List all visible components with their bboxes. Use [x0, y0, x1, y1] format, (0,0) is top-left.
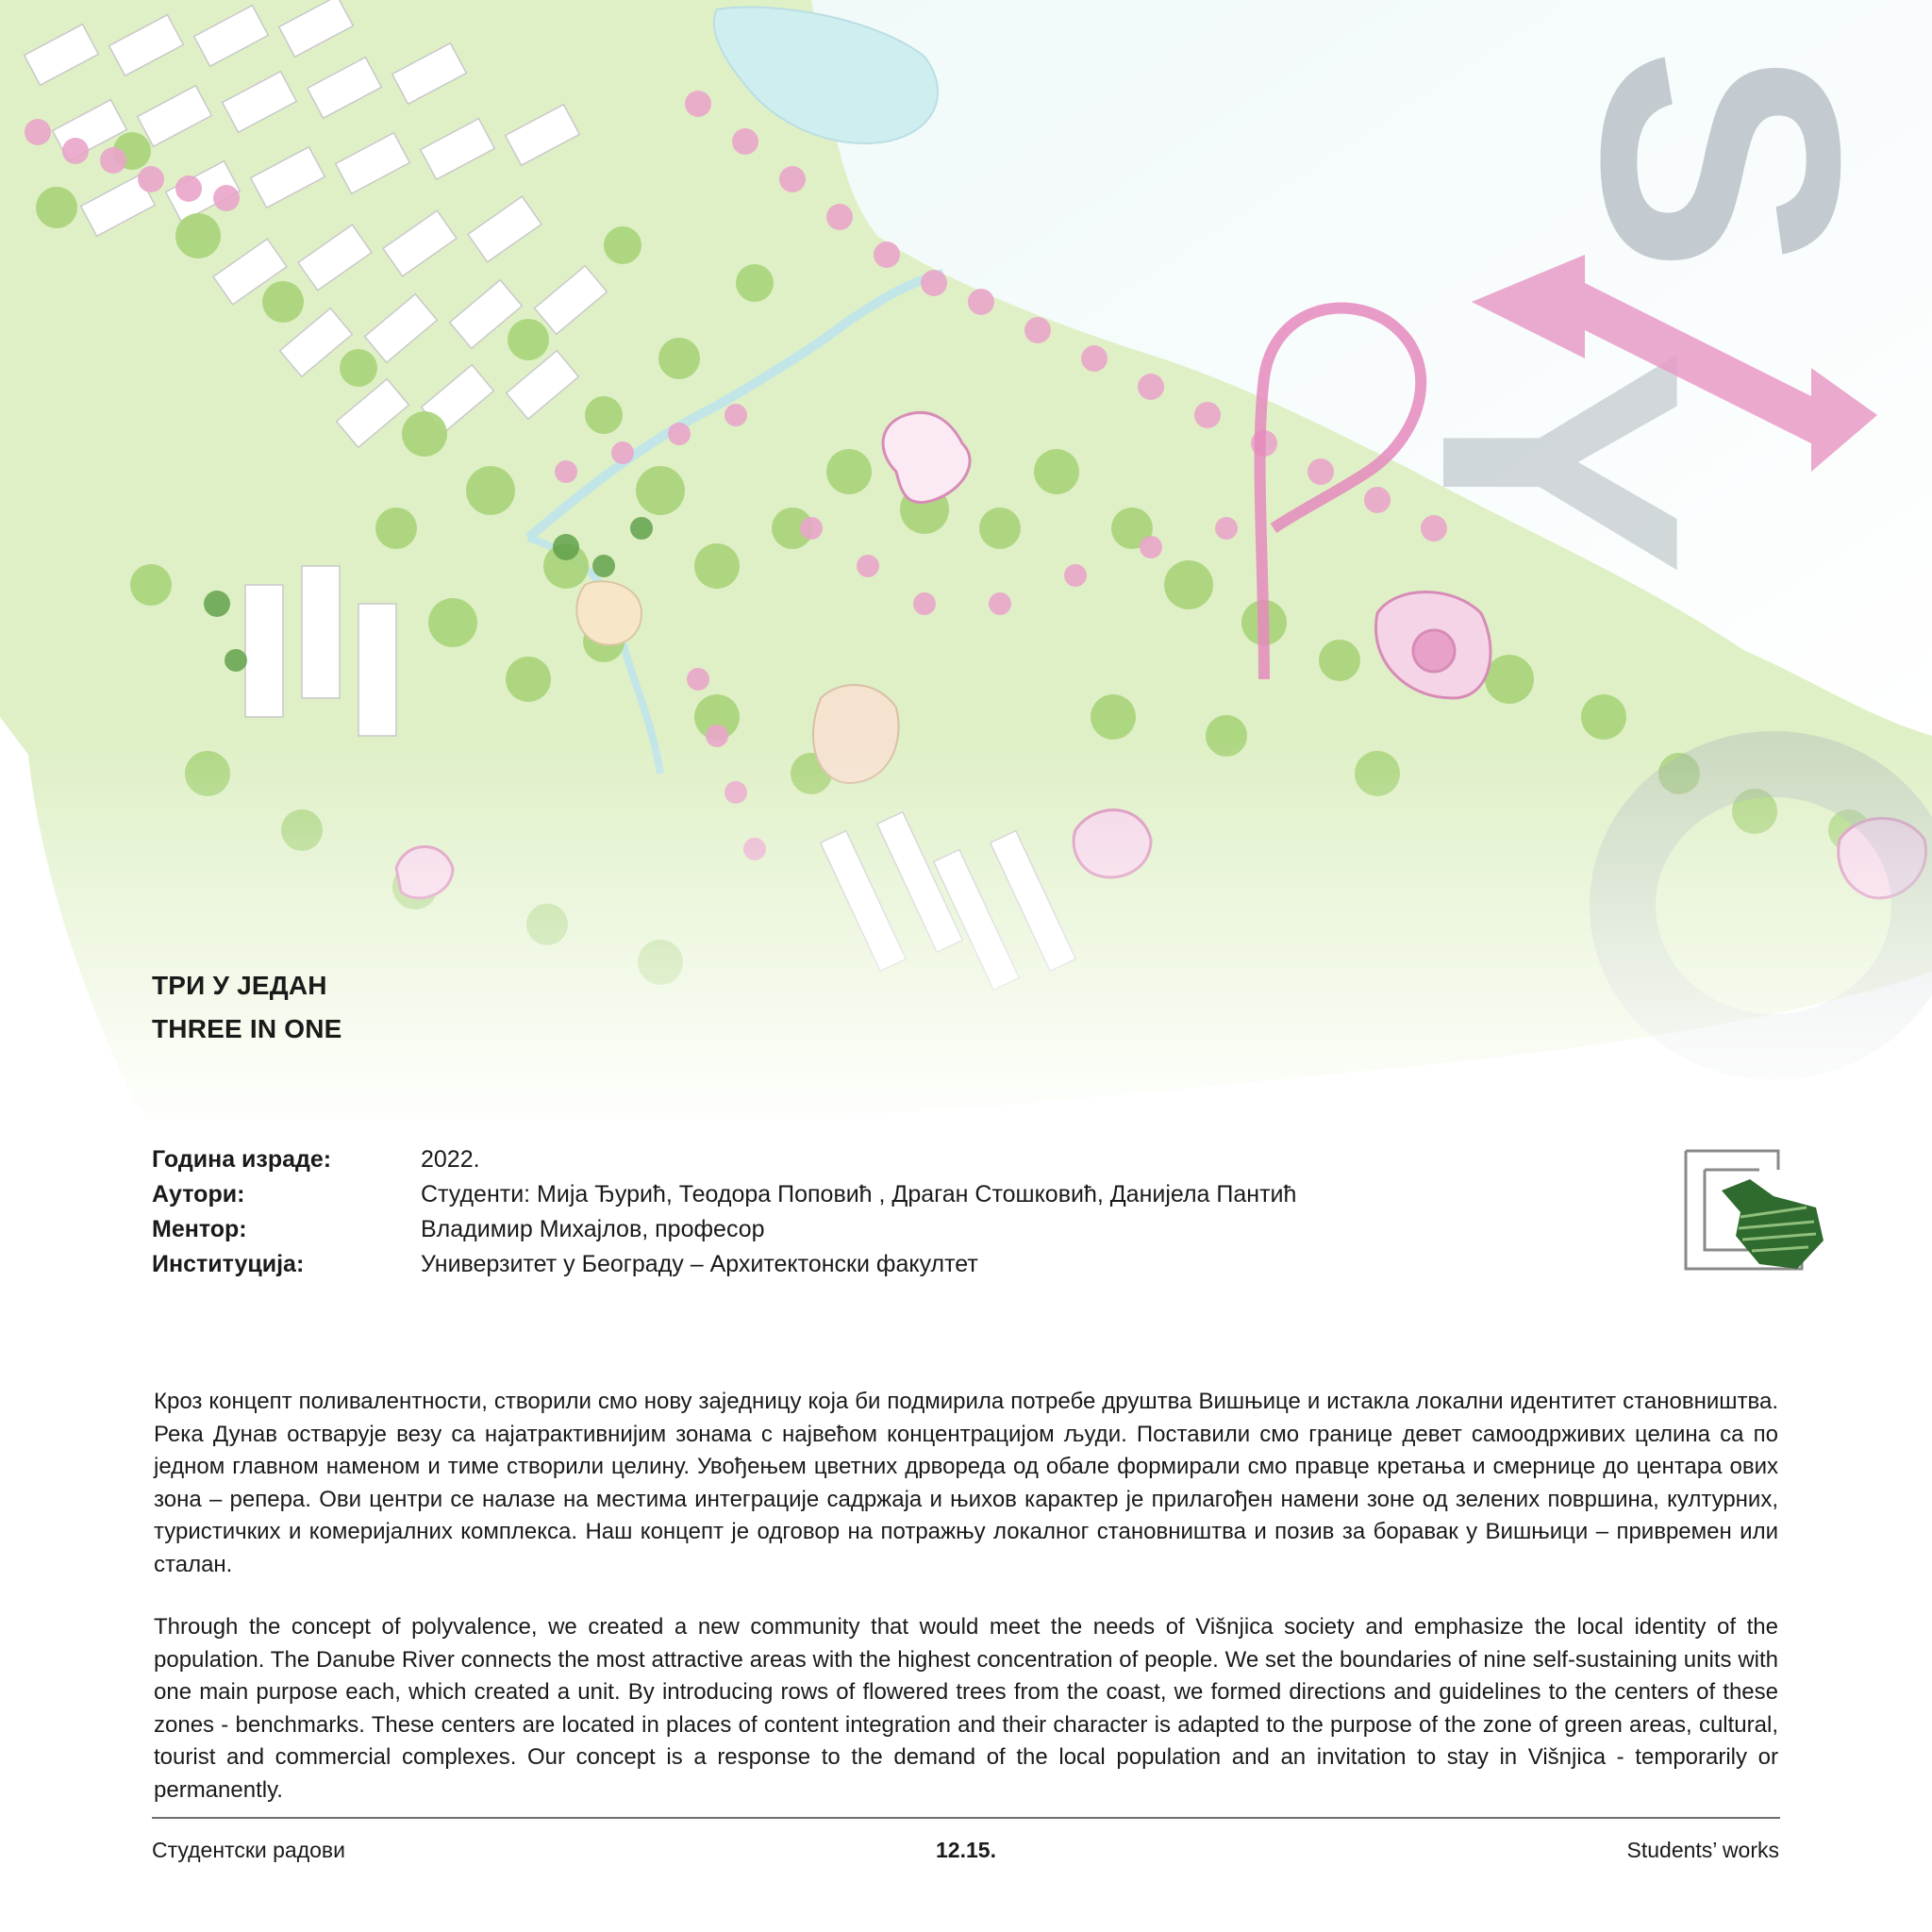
metadata-label: Година израде:	[152, 1146, 332, 1173]
faculty-logo	[1684, 1141, 1825, 1278]
project-metadata	[152, 1142, 1296, 1282]
metadata-value: Студенти: Мија Ђурић, Теодора Поповић , Драган Стошковић, Данијела Пантић	[421, 1181, 1297, 1208]
metadata-row-mentor	[152, 1212, 1296, 1247]
title-block	[152, 964, 342, 1051]
footer-section-en: Students’ works	[1626, 1838, 1779, 1862]
project-title-en: THREE IN ONE	[152, 1014, 342, 1043]
metadata-value: Владимир Михајлов, професор	[421, 1216, 765, 1242]
metadata-row-institution	[152, 1247, 1296, 1282]
metadata-label: Ментор:	[152, 1216, 247, 1242]
page-number: 12.15.	[936, 1838, 996, 1862]
metadata-label: Институција:	[152, 1251, 305, 1277]
project-title-sr: ТРИ У ЈЕДАН	[152, 971, 327, 1000]
metadata-value: 2022.	[421, 1146, 480, 1173]
metadata-label: Аутори:	[152, 1181, 245, 1208]
abstract-english: Through the concept of polyvalence, we created a new community that would meet the needs of Višnjica society and emphasize the local identity of the population. The Danube River connects the most attractive areas with the highest concentration of people. We set the boundaries of nine self-sustaining units with one main purpose each, which created a unit. By introducing rows of flowered trees from the coast, we formed directions and guidelines to the centers of these zones - benchmarks. These centers are located in places of content integration and their character is adapted to the purpose of the zone of green areas, cultural, tourist and commercial complexes. Our concept is a response to the demand of the local population and an invitation to stay in Višnjica - temporarily or permanently.	[154, 1614, 1778, 1803]
footer-divider	[152, 1817, 1780, 1819]
metadata-value: Универзитет у Београду – Архитектонски факултет	[421, 1251, 978, 1277]
metadata-row-authors	[152, 1177, 1296, 1212]
abstract-serbian: Кроз концепт поливалентности, створили смо нову заједницу која би подмирила потребе друштва Вишњице и истакла локални идентитет становништва. Река Дунав остварује везу са најатрактивнијим зонама с највећом концентрацијом људи. Поставили смо границе девет самоодрживих целина са по једном главном наменом и тиме створили целину. Увођењем цветних дрвореда од обале формирали смо правце кретања и смернице до центара ових зона – репера. Ови центри се налазе на местима интеграције садржаја и њихов карактер је прилагођен намени зоне од зелених површина, културних, туристичких и комеријалних комплекса. Наш концепт је одговор на потражњу локалног становништва и позив за боравак у Вишњици – привремен или сталан.	[154, 1389, 1778, 1577]
footer-section-sr: Студентски радови	[152, 1838, 345, 1862]
metadata-row-year	[152, 1142, 1296, 1177]
